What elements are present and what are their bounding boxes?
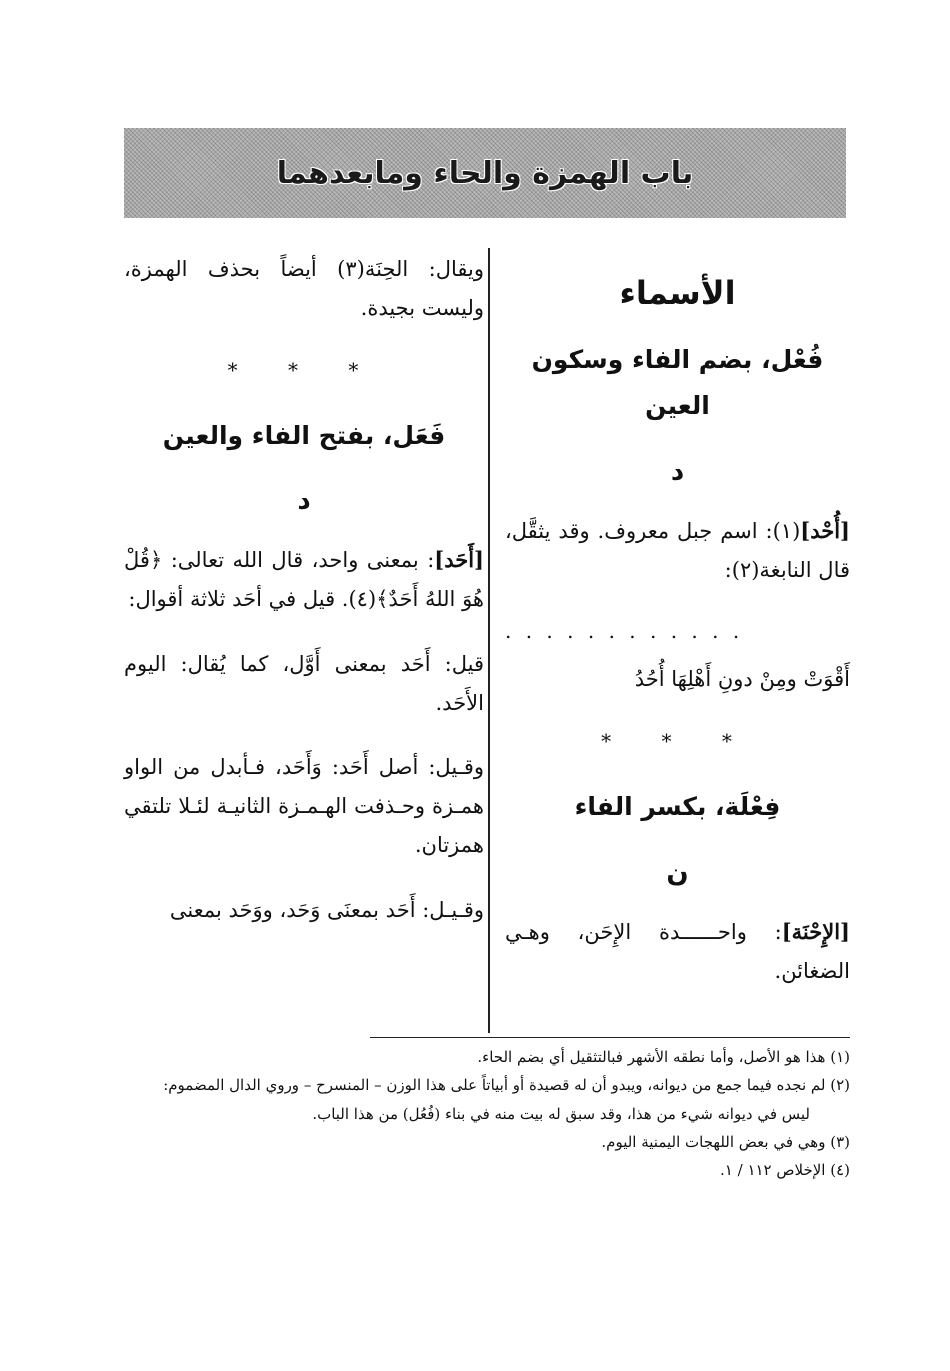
paragraph: وقـيل: أصل أَحَد: وَأَحَد، فـأبدل من الواو همـزة وحـذفت الهـمـزة الثانيـة لئـلا تلتقي همزتان. — [124, 755, 484, 858]
chapter-title: باب الهمزة والحاء ومابعدهما — [276, 155, 694, 191]
entry-term: [الإِحْنَة] — [781, 918, 850, 944]
main-heading: الأسماء — [619, 274, 736, 312]
footnote-3: (٣) وهي في بعض اللهجات اليمنية اليوم. — [601, 1132, 850, 1151]
section-separator: * * * — [227, 357, 381, 382]
verse-dots: . . . . . . . . . . . . — [505, 619, 744, 644]
verse-line: أَقْوَتْ ومِنْ دونِ أَهْلِهَا أُحُدُ — [634, 667, 850, 692]
footnote-1: (١) هذا هو الأصل، وأما نطقه الأشهر فبالتثقيل أي بضم الحاء. — [477, 1048, 850, 1066]
entry-term: [أَحَد] — [434, 547, 484, 573]
left-column — [124, 250, 484, 930]
letter-heading-nun: ن — [666, 857, 689, 888]
letter-heading-dal: د — [297, 485, 311, 516]
entry-term: [أُحْد] — [800, 517, 850, 543]
entry-ahad — [124, 541, 484, 619]
entry-ihna — [505, 913, 850, 991]
chapter-banner — [124, 128, 846, 218]
section-heading-fi3la: فِعْلَة، بكسر الفاء — [574, 792, 781, 822]
right-column — [505, 250, 850, 990]
footnote-2-continued: ليس في ديوانه شيء من هذا، وقد سبق له بيت منه في بناء (فُعُل) من هذا الباب. — [312, 1104, 810, 1123]
section-heading-fa3al: فَعَل، بفتح الفاء والعين — [162, 420, 446, 450]
footnote-2: (٢) لم نجده فيما جمع من ديوانه، ويبدو أن له قصيدة أو أبياتاً على هذا الوزن – المنسرح – وروي الدال المضموم: — [163, 1076, 850, 1095]
paragraph: قيل: أَحَد بمعنى أَوَّل، كما يُقال: اليوم الأَحَد. — [124, 651, 484, 715]
entry-text: (١): اسم جبل معروف. وقد يثقَّل، قال النابغة(٢): — [505, 518, 850, 582]
paragraph: ويقال: الحِنَة(٣) أيضاً بحذف الهمزة، وليست بجيدة. — [124, 257, 484, 320]
footnote-4: (٤) الإخلاص ١١٢ / ١. — [720, 1161, 850, 1179]
paragraph: وقـيـل: أَحَد بمعنَى وَحَد، ووَحَد بمعنى — [169, 897, 484, 922]
footnotes — [124, 1044, 850, 1185]
letter-heading-dal: د — [670, 456, 685, 487]
entry-uhd — [505, 512, 850, 590]
entry-text: : بمعنى واحد، قال الله تعالى: ﴿قُلْ هُوَ اللهُ أَحَدٌ﴾(٤). قيل في أحَد ثلاثة أقوال: — [124, 548, 484, 611]
column-divider — [488, 248, 490, 1033]
section-separator: * * * — [601, 729, 754, 754]
footnote-rule — [370, 1037, 850, 1038]
entry-text: : واحــــــدة الإِحَن، وهـي الضغائن. — [505, 919, 850, 983]
section-heading-fu3l: فُعْل، بضم الفاء وسكون العين — [531, 345, 824, 421]
